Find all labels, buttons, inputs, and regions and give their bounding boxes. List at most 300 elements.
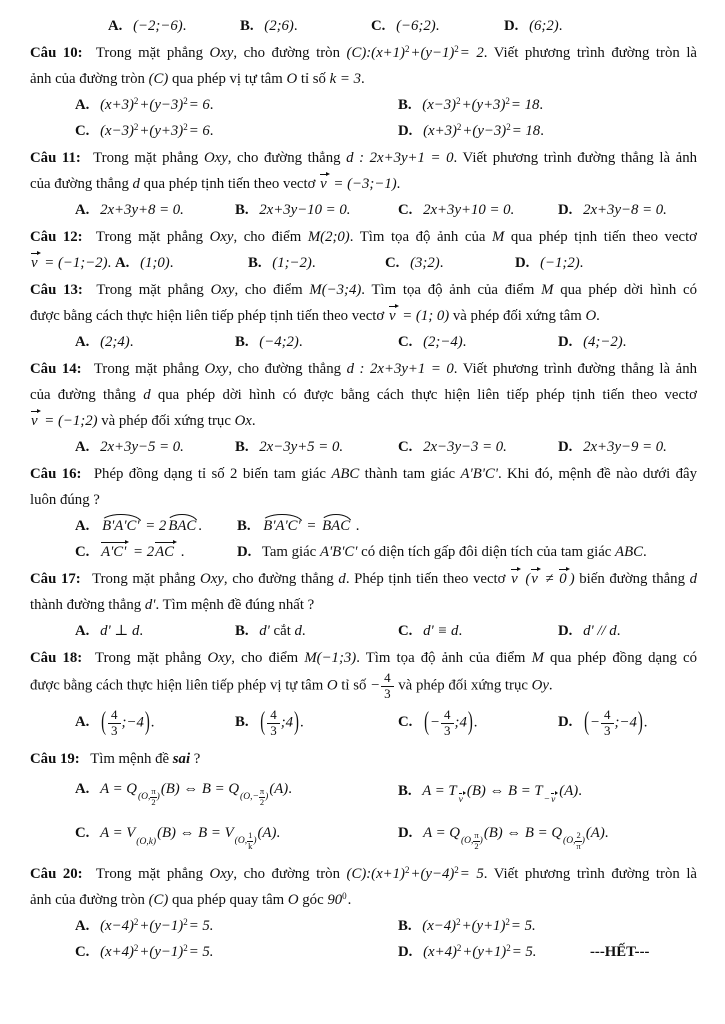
math-variable: Oy: [531, 677, 549, 694]
big-paren: (: [101, 708, 107, 737]
math-variable: d': [144, 597, 156, 613]
question-line: [30, 671, 697, 701]
text: . Viết phương trình đường thẳng là ảnh: [453, 150, 698, 166]
option-key: A.: [75, 439, 90, 455]
text: qua phép tịnh tiến theo vectơ: [504, 229, 698, 245]
fraction-denominator: 2: [151, 796, 156, 807]
math-expression: ≠: [540, 571, 559, 587]
math-expression: = 5.: [188, 918, 214, 935]
math-expression: +(y−1): [139, 918, 184, 935]
math-expression: 2x+3y+10 = 0.: [423, 202, 515, 218]
math-variable: A'B'C': [460, 466, 498, 482]
math-expression: = 2: [141, 518, 167, 534]
math-variable: O: [326, 677, 338, 694]
math-expression: (x+4): [100, 944, 134, 961]
math-expression: d' ≡ d: [423, 623, 459, 639]
text: .: [129, 334, 134, 350]
math-expression: (−4;2): [259, 334, 299, 350]
math-expression: = 5.: [510, 918, 536, 935]
superscript: 2: [183, 917, 188, 928]
math-expression: (C):(x+1): [346, 45, 405, 61]
option-key: A.: [75, 97, 90, 113]
text: Trong mặt phẳng: [93, 150, 204, 166]
math-expression: ,: [244, 836, 248, 847]
angle-arc: BAC: [168, 518, 197, 534]
math-expression: (2;4): [100, 334, 130, 350]
math-expression: = 2: [459, 45, 484, 61]
question-line: [30, 277, 697, 303]
subscript: [138, 787, 160, 807]
vector-arrow: v: [319, 175, 330, 193]
math-expression: −: [370, 677, 381, 694]
text: .: [169, 255, 174, 271]
option-D: [558, 708, 697, 738]
math-expression: +(y+3): [139, 123, 184, 139]
text: .: [578, 782, 582, 799]
option-B: [398, 92, 697, 118]
fraction-numerator: 4: [381, 671, 394, 687]
math-expression: −: [430, 714, 441, 731]
fraction-numerator: 4: [441, 708, 454, 724]
question-line: [30, 408, 697, 434]
option-D: [558, 329, 697, 355]
text: .: [396, 176, 401, 192]
math-expression: M(2;0): [307, 229, 350, 245]
question-line: [30, 566, 697, 592]
text: luôn đúng ?: [30, 492, 100, 508]
math-expression: A = Q: [100, 780, 137, 797]
math-expression: d' // d: [583, 623, 617, 639]
option-key: A.: [75, 518, 90, 534]
text: .: [462, 334, 467, 350]
option-A: [75, 513, 237, 539]
math-variable: O: [585, 308, 597, 324]
vector-arrow: v: [510, 570, 521, 588]
math-expression: = 5: [459, 866, 484, 883]
option-key: B.: [235, 623, 249, 639]
option-key: C.: [398, 334, 413, 350]
math-expression: ): [265, 792, 269, 803]
superscript: 2: [505, 96, 510, 106]
text: , cho điểm: [233, 229, 308, 245]
question-line: [30, 887, 697, 913]
question-label: Câu 14:: [30, 361, 82, 377]
math-expression: = 18: [511, 123, 541, 139]
question-cau-18: [30, 645, 697, 745]
text: . Viết phương trình đường tròn là: [483, 866, 697, 883]
superscript: 2: [456, 917, 461, 928]
subscript: [235, 831, 257, 851]
math-expression: ): [253, 836, 257, 847]
bold-italic-text: sai: [172, 751, 191, 768]
option-key: C.: [398, 439, 413, 455]
option-key: D.: [237, 544, 252, 560]
option-key: A.: [75, 714, 90, 731]
fraction-denominator: 3: [384, 685, 391, 701]
fraction-numerator: 1: [248, 830, 253, 841]
math-expression: =: [302, 518, 321, 534]
text: , cho đường thẳng: [227, 150, 347, 166]
option-D: [398, 825, 697, 852]
option-D: [558, 618, 697, 644]
end-marker: [590, 939, 697, 965]
text: thành đường thẳng: [30, 597, 145, 613]
vector-arrow: v: [30, 412, 41, 430]
text: .: [458, 623, 463, 639]
option-B: [235, 329, 398, 355]
question-cau-16: [30, 461, 697, 565]
superscript: 0: [342, 891, 347, 902]
text: qua phép vị tự tâm: [168, 71, 287, 87]
text: .: [293, 18, 298, 34]
math-expression: (: [137, 792, 142, 803]
big-paren: ): [637, 708, 643, 737]
superscript: 2: [505, 917, 510, 928]
text: Trong mặt phẳng: [95, 866, 210, 883]
superscript: 2: [456, 96, 461, 106]
math-expression: d : 2x+3y+1 = 0: [346, 150, 454, 166]
text: qua phép quay tâm: [168, 892, 288, 909]
fraction-denominator: 3: [111, 722, 118, 738]
math-expression: ): [479, 836, 483, 847]
question-line: [30, 461, 697, 487]
superscript: 2: [405, 865, 410, 876]
fraction-numerator: π: [151, 786, 156, 797]
math-expression: +(y−3): [139, 97, 184, 113]
fraction: [381, 671, 394, 701]
option-A: [115, 250, 248, 276]
options-row: [30, 618, 697, 644]
text: .: [347, 892, 352, 909]
superscript: 2: [506, 943, 511, 954]
angle-arc: BAC: [322, 518, 351, 534]
option-A: [75, 329, 235, 355]
superscript: 2: [133, 122, 139, 132]
option-B: [235, 434, 398, 460]
math-expression: d': [259, 623, 270, 639]
text: .: [299, 714, 304, 731]
math-expression: (1;0): [140, 255, 170, 271]
math-expression: +(y−1): [410, 45, 455, 61]
option-B: [240, 13, 371, 39]
superscript: 2: [183, 96, 188, 106]
math-variable: Oxy: [209, 229, 234, 245]
fraction-denominator: k: [248, 840, 253, 851]
text: ảnh của đường tròn: [30, 892, 149, 909]
superscript: 2: [405, 44, 410, 54]
text: biến đường thẳng: [574, 571, 690, 587]
option-key: D.: [515, 255, 530, 271]
text: .: [643, 714, 648, 731]
text: Tam giác: [261, 544, 320, 560]
text: .: [539, 97, 544, 113]
math-expression: = 18: [510, 97, 540, 113]
math-expression: +(y−3): [462, 123, 507, 139]
math-variable: Oxy: [207, 650, 232, 666]
option-key: B.: [235, 714, 249, 731]
text: , cho đường tròn: [233, 45, 347, 61]
text: , cho đường thẳng: [228, 361, 347, 377]
math-variable: M: [492, 229, 505, 245]
math-expression: (4;−2): [583, 334, 623, 350]
text: Trong mặt phẳng: [95, 45, 210, 61]
option-B: [237, 513, 697, 539]
math-expression: +(y+1): [462, 944, 507, 961]
fraction-numerator: π: [259, 786, 265, 797]
math-expression: (: [563, 836, 567, 847]
text: .: [177, 544, 185, 560]
math-expression: (x+4): [423, 944, 457, 961]
text: .: [540, 123, 544, 139]
question-label: Câu 17:: [30, 571, 81, 587]
options-row: [30, 539, 697, 565]
math-expression: (−2;−6): [133, 18, 183, 34]
question-line: [30, 171, 697, 197]
fraction-numerator: π: [474, 830, 479, 841]
fraction-denominator: π: [576, 840, 581, 851]
question-cau-10: [30, 40, 697, 144]
option-C: [75, 939, 398, 965]
text: .: [298, 334, 303, 350]
math-expression: ;−4: [614, 714, 637, 731]
math-expression: A = Q: [423, 824, 460, 841]
text: Trong mặt phẳng: [93, 361, 205, 377]
math-expression: 2x+3y−10 = 0.: [259, 202, 351, 218]
text: .: [361, 71, 365, 87]
options-row: [30, 434, 697, 460]
text: . Tìm mệnh đề đúng nhất ?: [155, 597, 315, 613]
option-D: [515, 250, 697, 276]
math-variable: O: [237, 836, 245, 847]
option-key: C.: [371, 18, 386, 34]
option-key: C.: [75, 824, 90, 841]
math-expression: (C): [148, 71, 169, 87]
math-expression: = 5.: [188, 944, 214, 961]
math-variable: O: [286, 71, 298, 87]
math-expression: (x−3): [100, 123, 134, 139]
question-cau-17: [30, 566, 697, 644]
option-key: A.: [75, 202, 90, 218]
math-variable: Oxy: [204, 361, 229, 377]
question-line: [30, 224, 697, 250]
math-expression: (1;−2): [272, 255, 312, 271]
option-D: [558, 197, 697, 223]
text: .: [473, 714, 478, 731]
math-expression: (x−4): [422, 918, 457, 935]
fraction-numerator: 2: [576, 830, 581, 841]
math-expression: A = V: [100, 824, 136, 841]
math-expression: M(−1;3): [304, 650, 357, 666]
math-expression: (A): [585, 824, 605, 841]
text: tỉ số: [337, 677, 371, 694]
text: . Phép tịnh tiến theo vectơ: [345, 571, 511, 587]
option-key: A.: [75, 623, 90, 639]
big-paren: (: [424, 708, 430, 737]
math-expression: (C): [148, 892, 169, 909]
vector-arrow: v: [458, 794, 466, 805]
big-paren: (: [584, 708, 590, 737]
option-key: B.: [235, 334, 249, 350]
math-variable: ABC: [615, 544, 643, 560]
text: được bằng cách thực hiện liên tiếp phép vị tự tâm: [30, 677, 327, 694]
fraction-denominator: 3: [444, 722, 451, 738]
math-variable: O: [243, 792, 251, 803]
math-variable: Oxy: [203, 150, 228, 166]
option-key: A.: [108, 18, 123, 34]
options-row-lead: [30, 250, 115, 276]
option-C: [398, 197, 558, 223]
math-variable: Oxy: [210, 282, 235, 298]
math-expression: = (−1;2): [40, 413, 98, 429]
math-variable: O: [141, 792, 148, 803]
fraction-numerator: 4: [601, 708, 614, 724]
question-line: [30, 592, 697, 618]
text: . Viết phương trình đường thẳng là ảnh: [453, 361, 697, 377]
option-key: D.: [558, 202, 573, 218]
superscript: 2: [506, 122, 511, 132]
option-key: D.: [398, 944, 413, 961]
math-variable: O: [287, 892, 299, 909]
text: ?: [190, 751, 201, 768]
subscript: [461, 831, 483, 851]
question-line: [30, 145, 697, 171]
text: . Khi đó, mệnh đề nào dưới đây: [497, 466, 697, 482]
text: .: [107, 255, 112, 271]
option-key: B.: [235, 202, 249, 218]
text: qua phép tịnh tiến theo vectơ: [139, 176, 320, 192]
math-expression: (B) ⇔ B = Q: [160, 780, 240, 797]
math-variable: d: [143, 387, 151, 403]
options-row: [30, 197, 697, 223]
options-row: [30, 701, 697, 745]
option-key: B.: [235, 439, 249, 455]
options-row: [30, 913, 697, 939]
option-D: [237, 539, 697, 565]
math-expression: (B) ⇔ B = T: [466, 782, 543, 799]
text: .: [301, 623, 306, 639]
bold-text: ---HẾT---: [590, 944, 650, 961]
option-A: [75, 618, 235, 644]
math-expression: ;4: [280, 714, 294, 731]
text: . Tìm tọa độ ảnh của điểm: [356, 650, 532, 666]
text: của đường thẳng: [30, 176, 133, 192]
option-C: [398, 708, 558, 738]
subscript: [544, 794, 559, 806]
big-paren: (: [260, 708, 266, 737]
superscript: 2: [456, 943, 462, 954]
math-expression: = 6: [188, 97, 210, 113]
text: có diện tích gấp đôi diện tích của tam giác: [357, 544, 616, 560]
math-expression: k = 3: [329, 71, 361, 87]
option-key: C.: [398, 623, 413, 639]
text: , cho đường tròn: [233, 866, 347, 883]
options-row: [30, 329, 697, 355]
math-expression: (: [240, 792, 244, 803]
text: , cho điểm: [231, 650, 305, 666]
option-key: B.: [398, 918, 412, 935]
math-expression: 2x+3y−9 = 0.: [583, 439, 667, 455]
option-key: D.: [558, 334, 573, 350]
math-expression: −: [590, 714, 601, 731]
option-C: [75, 539, 237, 565]
question-cau-20: [30, 861, 697, 965]
question-line: [30, 40, 697, 66]
text: ảnh của đường tròn: [30, 71, 149, 87]
vector-arrow: v: [388, 307, 399, 325]
math-expression: (−6;2): [396, 18, 436, 34]
text: Trong mặt phẳng: [92, 571, 201, 587]
option-key: D.: [504, 18, 519, 34]
math-expression: +(y−4): [410, 866, 455, 883]
math-expression: +(y−1): [139, 944, 184, 961]
question-cau-13: [30, 277, 697, 355]
question-label: Câu 11:: [30, 150, 81, 166]
math-expression: (: [460, 836, 465, 847]
math-expression: ): [569, 571, 575, 587]
fraction-numerator: 4: [267, 708, 280, 724]
options-row: [30, 13, 697, 39]
math-expression: +(y+3): [461, 97, 506, 113]
options-row: [30, 772, 697, 816]
option-B: [235, 197, 398, 223]
text: tỉ số: [297, 71, 330, 87]
option-key: D.: [558, 439, 573, 455]
math-variable: d: [132, 176, 140, 192]
math-expression: ,: [470, 836, 474, 847]
math-expression: = (−3;−1): [329, 176, 397, 192]
superscript: 2: [133, 917, 139, 928]
question-label: Câu 10:: [30, 45, 83, 61]
text: . Tìm tọa độ ảnh của: [349, 229, 492, 245]
math-expression: (O,k): [136, 836, 157, 847]
math-expression: 2x−3y−3 = 0.: [423, 439, 507, 455]
math-expression: +(y+1): [461, 918, 506, 935]
text: Phép đồng dạng tỉ số 2 biến tam giác: [93, 466, 332, 482]
text: thành tam giác: [359, 466, 461, 482]
option-A: [75, 708, 235, 738]
math-variable: d: [338, 571, 346, 587]
option-key: D.: [558, 714, 573, 731]
question-line: [30, 356, 697, 382]
text: . Viết phương trình đường tròn là: [483, 45, 697, 61]
angle-arc: B'A'C': [102, 518, 140, 534]
text: .: [596, 308, 600, 324]
math-expression: (2;6): [264, 18, 294, 34]
text: .: [579, 255, 584, 271]
math-expression: (A): [257, 824, 277, 841]
option-C: [75, 118, 398, 144]
option-A: [75, 913, 398, 939]
superscript: 2: [454, 865, 459, 876]
option-key: A.: [75, 334, 90, 350]
option-key: C.: [398, 202, 413, 218]
option-B: [235, 708, 398, 738]
math-expression: ): [581, 836, 585, 847]
question-line: [30, 382, 697, 408]
math-expression: ;4: [454, 714, 467, 731]
question-cau-19: [30, 746, 697, 860]
option-C: [385, 250, 515, 276]
option-key: C.: [385, 255, 400, 271]
text: . Tìm tọa độ ảnh của điểm: [361, 282, 542, 298]
text: , cho điểm: [234, 282, 310, 298]
fraction-denominator: 3: [604, 722, 611, 738]
math-expression: ;−4: [121, 714, 144, 731]
text: .: [435, 18, 440, 34]
text: .: [311, 255, 316, 271]
math-variable: O: [464, 836, 471, 847]
fraction-denominator: 2: [259, 796, 265, 807]
